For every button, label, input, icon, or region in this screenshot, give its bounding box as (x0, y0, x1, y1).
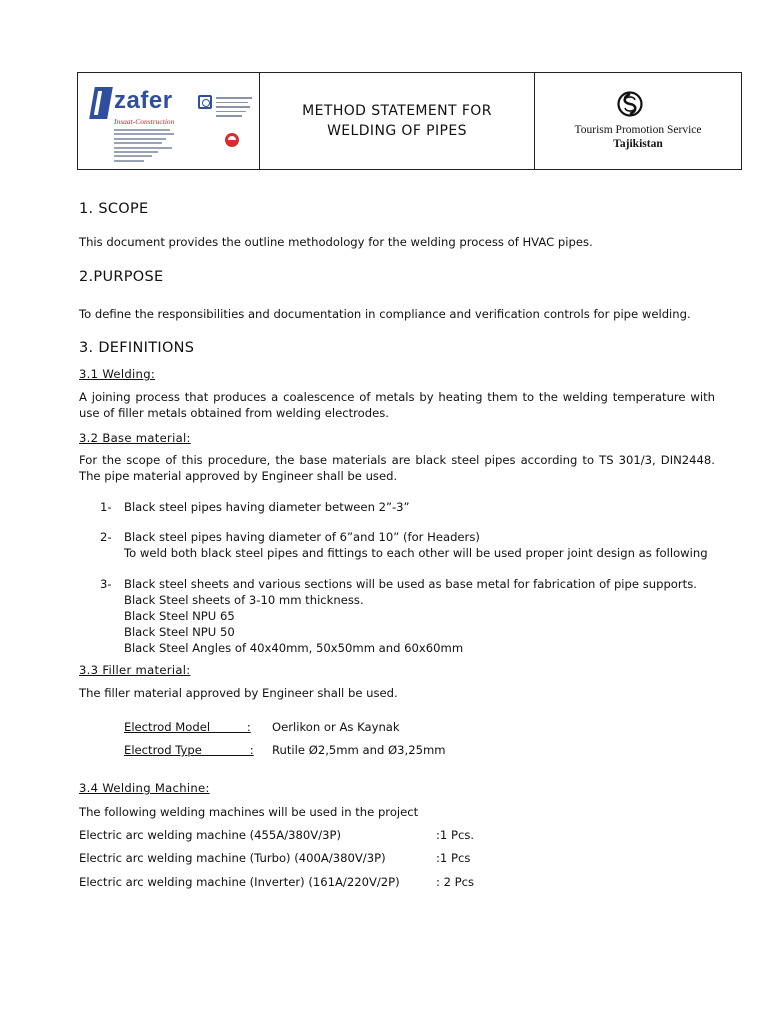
electrode-model-label: Electrod Model : (124, 720, 251, 734)
list-item-text: Black steel pipes having diameter of 6”and 10” (for Headers) (124, 530, 480, 544)
machine-name: Electric arc welding machine (Turbo) (400A/380V/3P) (79, 851, 386, 865)
scope-text: This document provides the outline methodology for the welding process of HVAC pipes. (79, 235, 593, 249)
base-material-text: For the scope of this procedure, the base materials are black steel pipes according to TS 301/3, DIN2448. The pipe material approved by Engineer shall be used. (79, 453, 715, 483)
company-contact-fineprint-icon (114, 129, 174, 164)
definitions-heading: 3. DEFINITIONS (79, 340, 195, 356)
machine-name: Electric arc welding machine (455A/380V/3P) (79, 828, 341, 842)
electrode-type-value: Rutile Ø2,5mm and Ø3,25mm (272, 743, 446, 757)
list-item-text: To weld both black steel pipes and fittings to each other will be used proper joint design as following (124, 546, 708, 560)
iso-certificate-icon (198, 95, 212, 109)
filler-material-text: The filler material approved by Engineer shall be used. (79, 686, 398, 700)
document-header-table (77, 72, 742, 170)
tourism-promotion-service-logo-icon (617, 91, 643, 127)
list-item-number: 2- (100, 530, 112, 544)
list-item-text: Black steel sheets and various sections will be used as base metal for fabrication of pipe supports. (124, 577, 697, 591)
machine-name: Electric arc welding machine (Inverter) (161A/220V/2P) (79, 875, 400, 889)
list-item-text: Black Steel NPU 50 (124, 625, 235, 639)
list-item-text: Black Steel sheets of 3-10 mm thickness. (124, 593, 364, 607)
machine-quantity: :1 Pcs (436, 851, 471, 865)
purpose-text: To define the responsibilities and documentation in compliance and verification controls for pipe welding. (79, 307, 691, 321)
client-name-line-1: Tourism Promotion Service (574, 124, 702, 136)
welding-machine-subheading: 3.4 Welding Machine: (79, 781, 210, 795)
contractor-logo-cell (78, 73, 260, 169)
document-title-line-1: METHOD STATEMENT FOR (302, 103, 492, 119)
machine-quantity: :1 Pcs. (436, 828, 475, 842)
list-item-number: 1- (100, 500, 112, 514)
document-title-line-2: WELDING OF PIPES (327, 123, 467, 139)
company-tagline: Insaat-Construction (114, 117, 175, 126)
zafer-logo-mark-icon (89, 87, 113, 119)
client-logo-cell (535, 73, 741, 169)
electrode-model-value: Oerlikon or As Kaynak (272, 720, 400, 734)
company-name: zafer (114, 87, 173, 114)
list-item-number: 3- (100, 577, 112, 591)
welding-subheading: 3.1 Welding: (79, 367, 156, 381)
purpose-heading: 2.PURPOSE (79, 269, 164, 285)
welding-definition-text: A joining process that produces a coalescence of metals by heating them to the welding temperature with use of filler metals obtained from welding electrodes. (79, 390, 715, 420)
list-item-text: Black Steel NPU 65 (124, 609, 235, 623)
scope-heading: 1. SCOPE (79, 201, 149, 217)
electrode-type-label: Electrod Type : (124, 743, 254, 757)
list-item-text: Black steel pipes having diameter between 2”-3” (124, 500, 410, 514)
machine-quantity: : 2 Pcs (436, 875, 475, 889)
list-item-text: Black Steel Angles of 40x40mm, 50x50mm and 60x60mm (124, 641, 464, 655)
iso-certificate-fineprint-icon (216, 97, 254, 120)
client-name (535, 123, 741, 151)
base-material-subheading: 3.2 Base material: (79, 431, 191, 445)
certification-mark-icon (225, 133, 239, 147)
filler-material-subheading: 3.3 Filler material: (79, 663, 191, 677)
client-name-line-2: Tajikistan (613, 138, 663, 150)
document-title-cell (260, 73, 535, 169)
welding-machine-text: The following welding machines will be used in the project (79, 805, 419, 819)
